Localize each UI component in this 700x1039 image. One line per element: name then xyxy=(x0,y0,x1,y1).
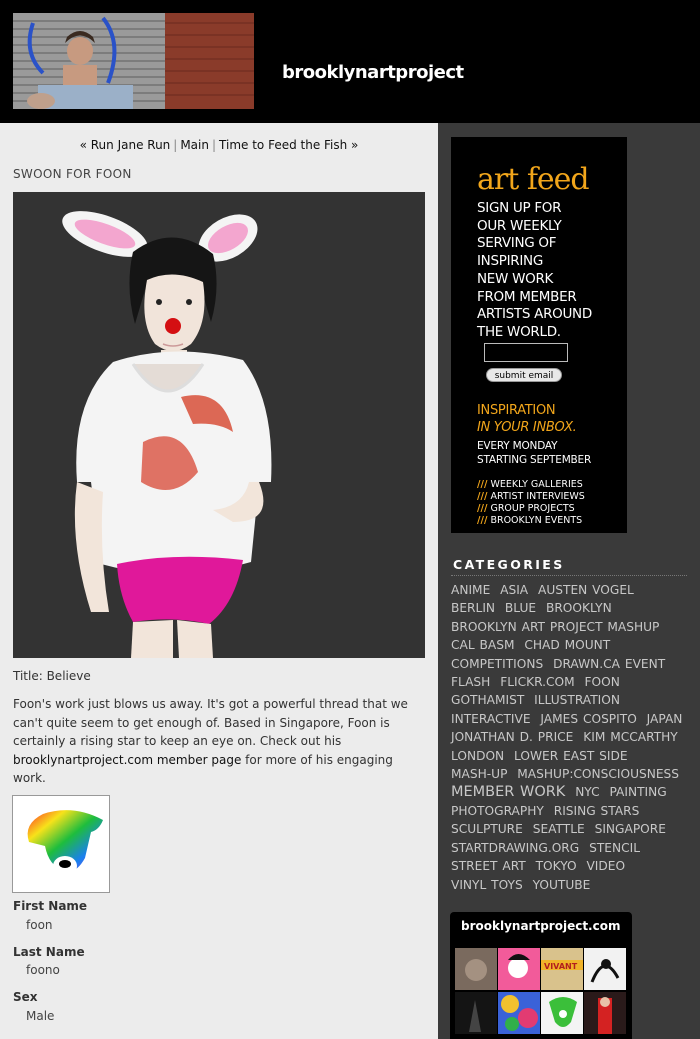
thumbnail-image xyxy=(498,948,540,990)
sex-label: Sex xyxy=(13,990,38,1004)
category-link[interactable]: LONDON xyxy=(451,748,505,763)
art-feed-line: NEW WORK xyxy=(477,270,554,287)
email-input[interactable] xyxy=(484,343,568,362)
feature-item xyxy=(477,515,585,527)
thumbnail-image xyxy=(584,948,626,990)
bap-widget-title[interactable]: brooklynartproject.com xyxy=(461,919,621,933)
slash-icon: /// xyxy=(477,503,488,514)
post-description xyxy=(13,695,408,788)
submit-email-button[interactable]: submit email xyxy=(486,368,562,382)
slash-icon: /// xyxy=(477,515,488,526)
category-link[interactable]: ANIME xyxy=(451,583,491,597)
category-link[interactable]: TOKYO xyxy=(535,859,577,874)
inspiration-subheading: IN YOUR INBOX. xyxy=(477,420,577,435)
category-link[interactable]: STENCIL xyxy=(589,840,640,855)
thumbnail[interactable] xyxy=(498,992,540,1034)
first-name-label: First Name xyxy=(13,899,88,913)
category-link[interactable]: AUSTEN VOGEL xyxy=(538,583,634,597)
description-text: Foon's work just blows us away. It's got a powerful thread that we can't quite seem to get enough of. Based in Singapore, Foon is certainly a rising star to keep an eye on. Check out his xyxy=(13,697,408,748)
art-feed-line: THE WORLD. xyxy=(477,323,561,340)
thumbnail-image xyxy=(498,992,540,1034)
category-link[interactable]: PAINTING xyxy=(609,785,667,800)
thumbnail[interactable] xyxy=(541,992,583,1034)
category-link[interactable]: STARTDRAWING.ORG xyxy=(451,840,580,855)
category-link[interactable]: DRAWN.CA EVENT xyxy=(553,656,666,671)
category-link[interactable]: CAL BASM xyxy=(451,638,515,653)
category-link[interactable]: MASHUP:CONSCIOUSNESS xyxy=(517,767,680,782)
art-feed-line: FROM MEMBER xyxy=(477,288,577,305)
art-feed-title: art feed xyxy=(477,162,589,197)
bap-widget xyxy=(450,912,632,1039)
category-link[interactable]: STREET ART xyxy=(451,859,526,874)
feature-label: BROOKLYN EVENTS xyxy=(490,515,583,526)
inspiration-heading: INSPIRATION xyxy=(477,403,556,418)
category-link[interactable]: BERLIN xyxy=(451,601,496,616)
feature-item xyxy=(477,491,585,503)
post-title: SWOON FOR FOON xyxy=(13,167,132,181)
category-link[interactable]: NYC xyxy=(575,785,600,800)
category-link[interactable]: JONATHAN D. PRICE xyxy=(451,730,574,745)
category-link[interactable]: FOON xyxy=(584,675,620,690)
feature-label: GROUP PROJECTS xyxy=(490,503,575,514)
rainbow-dog-logo-icon xyxy=(13,796,109,892)
category-link[interactable]: VIDEO xyxy=(586,859,626,874)
art-feed-description xyxy=(477,200,627,342)
thumbnail[interactable] xyxy=(498,948,540,990)
categories-divider xyxy=(451,575,687,576)
nav-separator: | xyxy=(211,138,217,152)
category-link[interactable]: VINYL TOYS xyxy=(451,877,523,892)
feature-item xyxy=(477,479,585,491)
category-link[interactable]: CHAD MOUNT xyxy=(524,638,611,653)
thumbnail[interactable] xyxy=(584,948,626,990)
slash-icon: /// xyxy=(477,479,488,490)
last-name-value: foono xyxy=(26,963,60,977)
art-feed-line: SIGN UP FOR xyxy=(477,200,562,216)
category-link[interactable]: BLUE xyxy=(504,601,537,616)
schedule-text xyxy=(477,439,591,467)
thumbnail-image xyxy=(541,992,583,1034)
sex-value: Male xyxy=(26,1009,55,1023)
header-photo[interactable] xyxy=(13,13,254,109)
thumbnail[interactable] xyxy=(455,992,497,1034)
feature-list xyxy=(477,479,585,527)
schedule-line: STARTING SEPTEMBER xyxy=(477,454,592,466)
description-text-end: for more of his engaging work. xyxy=(13,752,393,785)
category-link[interactable]: MEMBER WORK xyxy=(451,784,566,801)
sidebar xyxy=(438,123,700,1039)
categories-list xyxy=(451,581,691,894)
artwork-illustration xyxy=(13,192,425,658)
category-link[interactable]: JAMES COSPITO xyxy=(540,711,637,726)
art-feed-line: OUR WEEKLY xyxy=(477,217,562,234)
feature-item xyxy=(477,503,585,515)
categories-heading: CATEGORIES xyxy=(453,557,565,572)
category-link[interactable]: GOTHAMIST xyxy=(451,693,525,708)
category-link[interactable]: YOUTUBE xyxy=(532,877,591,892)
main-link[interactable]: Main xyxy=(180,138,209,152)
category-link[interactable]: INTERACTIVE xyxy=(451,711,531,726)
thumbnail-image xyxy=(455,948,497,990)
nav-separator: | xyxy=(173,138,178,152)
site-header xyxy=(0,0,700,123)
thumbnail[interactable] xyxy=(584,992,626,1034)
category-link[interactable]: FLICKR.COM xyxy=(500,675,575,690)
thumbnail[interactable] xyxy=(455,948,497,990)
main-content xyxy=(0,123,438,1039)
post-navigation xyxy=(0,138,438,152)
member-page-link[interactable]: brooklynartproject.com member page xyxy=(13,752,242,767)
art-feed-line: ARTISTS AROUND xyxy=(477,306,592,323)
thumbnail-text: VIVANT xyxy=(544,962,578,971)
art-feed-line: SERVING OF xyxy=(477,235,557,252)
category-link[interactable]: COMPETITIONS xyxy=(451,656,544,671)
next-post-link[interactable]: Time to Feed the Fish » xyxy=(219,138,359,152)
thumbnail-image xyxy=(541,948,583,990)
category-link[interactable]: PHOTOGRAPHY xyxy=(451,803,544,818)
category-link[interactable]: ILLUSTRATION xyxy=(534,693,620,708)
category-link[interactable]: SCULPTURE xyxy=(451,822,523,837)
feature-label: WEEKLY GALLERIES xyxy=(490,479,583,490)
category-link[interactable]: FLASH xyxy=(451,675,491,690)
first-name-value: foon xyxy=(26,918,53,932)
category-link[interactable]: KIM MCCARTHY xyxy=(583,730,678,745)
last-name-label: Last Name xyxy=(13,945,85,959)
artwork-image[interactable] xyxy=(13,192,425,658)
category-link[interactable]: RISING STARS xyxy=(553,803,640,818)
art-title: Title: Believe xyxy=(13,669,91,683)
art-feed-signup xyxy=(451,137,627,533)
schedule-line: EVERY MONDAY xyxy=(477,440,558,452)
feature-label: ARTIST INTERVIEWS xyxy=(490,491,585,502)
category-link[interactable]: SEATTLE xyxy=(532,822,585,837)
category-link[interactable]: BROOKLYN ART PROJECT MASHUP xyxy=(451,619,660,634)
header-photo-image xyxy=(13,13,254,109)
category-link[interactable]: ASIA xyxy=(500,583,529,597)
category-link[interactable]: JAPAN xyxy=(646,711,683,726)
thumbnail-image xyxy=(455,992,497,1034)
slash-icon: /// xyxy=(477,491,488,502)
thumbnail-image xyxy=(584,992,626,1034)
category-link[interactable]: MASH-UP xyxy=(451,767,508,782)
prev-post-link[interactable]: « Run Jane Run xyxy=(79,138,171,152)
category-link[interactable]: LOWER EAST SIDE xyxy=(514,748,628,763)
category-link[interactable]: BROOKLYN xyxy=(545,601,612,616)
thumbnail[interactable] xyxy=(541,948,583,990)
art-feed-line: INSPIRING xyxy=(477,253,543,270)
profile-image[interactable] xyxy=(12,795,110,893)
category-link[interactable]: SINGAPORE xyxy=(594,822,666,837)
site-logo[interactable]: brooklynartproject xyxy=(282,62,464,83)
